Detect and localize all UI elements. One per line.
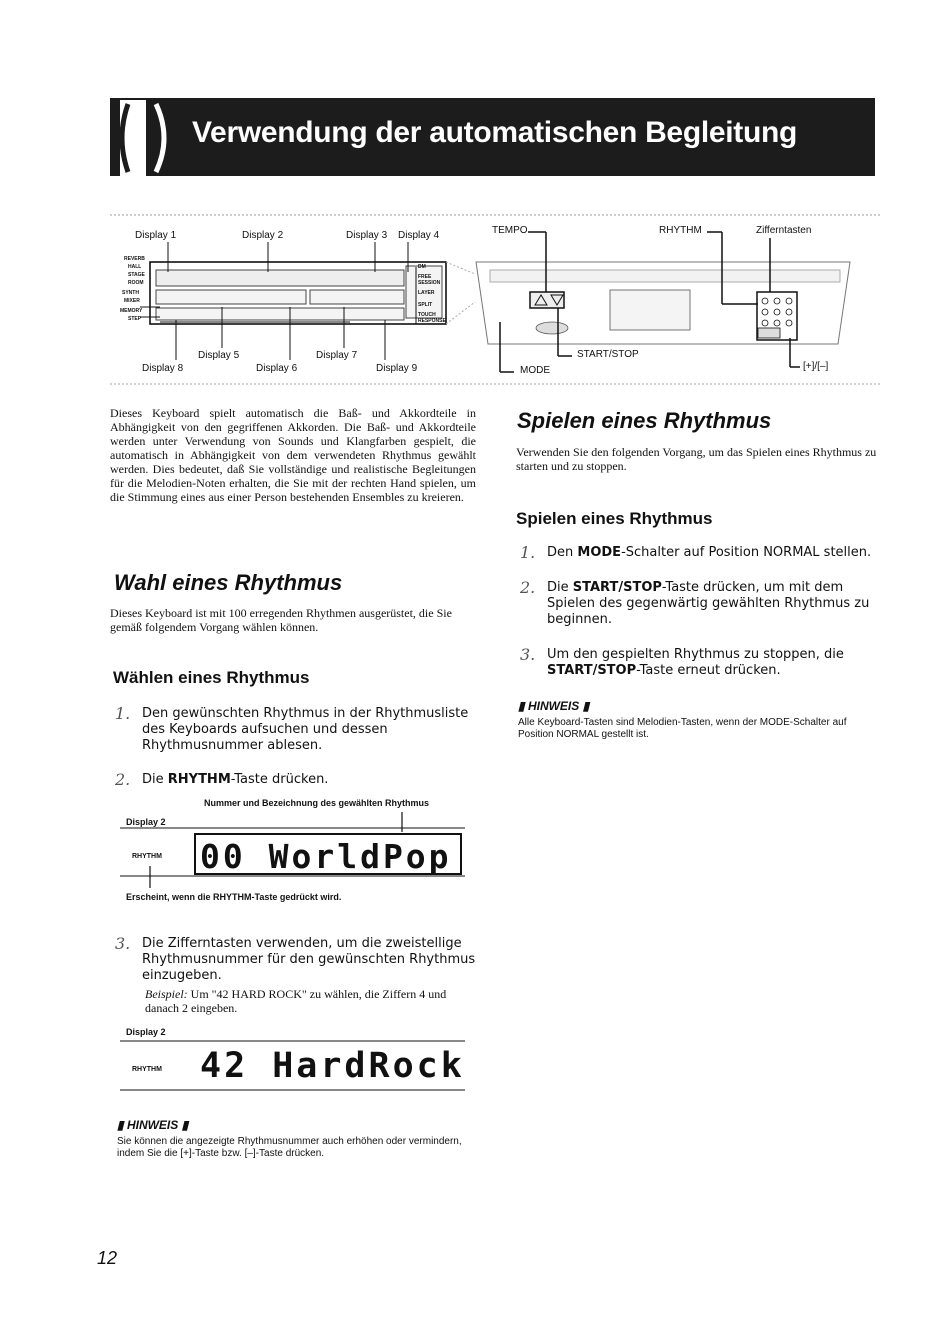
label-display-8: Display 8 — [142, 363, 184, 374]
step-text: Die Zifferntasten verwenden, um die zweistellige Rhythmusnummer für den gewünschten Rhythmus einzugeben. — [142, 936, 476, 983]
heading-wahl-eines-rhythmus: Wahl eines Rhythmus — [114, 570, 343, 595]
label-start-stop: START/STOP — [577, 349, 639, 360]
spielen-hinweis — [518, 699, 880, 741]
indicator-synth: SYNTH — [122, 290, 139, 296]
lcd1-caption-top: Nummer und Bezeichnung des gewählten Rhythmus — [204, 798, 430, 808]
spielen-step-1 — [520, 545, 880, 565]
label-display-5: Display 5 — [198, 350, 240, 361]
indicator-dm: DM — [418, 264, 426, 270]
lcd1-caption-bottom: Erscheint, wenn die RHYTHM-Taste gedrückt wird. — [126, 892, 342, 902]
indicator-room: ROOM — [128, 280, 144, 286]
wahl-intro: Dieses Keyboard ist mit 100 erregenden Rhythmen ausgerüstet, die Sie gemäß folgendem Vorgang wählen können. — [110, 606, 452, 634]
chapter-title: Verwendung der automatischen Begleitung — [192, 116, 798, 149]
step-number: 2. — [115, 770, 131, 789]
step-text: Die START/STOP-Taste drücken, um mit dem Spielen des gegenwärtig gewählten Rhythmus zu beginnen. — [547, 580, 870, 627]
label-display-4: Display 4 — [398, 230, 440, 241]
hinweis-title: ▮ HINWEIS ▮ — [117, 1118, 189, 1132]
label-display-2: Display 2 — [242, 230, 284, 241]
step-number: 3. — [520, 645, 536, 664]
lcd2-display-label: Display 2 — [126, 1027, 166, 1037]
subheading-spielen-eines-rhythmus: Spielen eines Rhythmus — [516, 509, 713, 528]
wahl-hinweis — [117, 1118, 481, 1160]
step-text: Den MODE-Schalter auf Position NORMAL stellen. — [547, 545, 872, 560]
keyboard-panel-diagram — [110, 212, 880, 387]
indicator-hall: HALL — [128, 264, 142, 270]
subheading-waehlen-eines-rhythmus: Wählen eines Rhythmus — [113, 668, 310, 687]
spielen-step-3 — [520, 647, 880, 683]
heading-spielen-eines-rhythmus: Spielen eines Rhythmus — [517, 408, 772, 433]
step-number: 2. — [520, 578, 536, 597]
lcd-figure-hardrock — [120, 1024, 480, 1094]
wahl-step-2 — [115, 772, 477, 792]
wahl-example: Beispiel: Um "42 HARD ROCK" zu wählen, die Ziffern 4 und danach 2 eingeben. — [145, 987, 447, 1015]
indicator-free-session: FREE SESSION — [418, 274, 441, 286]
hinweis-text: Sie können die angezeigte Rhythmusnummer auch erhöhen oder vermindern, indem Sie die [+]-Taste bzw. [–]-Taste drücken. — [117, 1136, 462, 1159]
lcd-figure-worldpop — [120, 796, 480, 908]
label-tempo: TEMPO — [492, 225, 528, 236]
wahl-step-3 — [115, 936, 477, 988]
indicator-memory: MEMORY — [120, 308, 143, 314]
label-display-1: Display 1 — [135, 230, 177, 241]
step-text: Den gewünschten Rhythmus in der Rhythmusliste des Keyboards aufsuchen und dessen Rhythmusnummer ablesen. — [142, 706, 469, 753]
indicator-mixer: MIXER — [124, 298, 140, 304]
indicator-layer: LAYER — [418, 290, 435, 296]
lcd1-rhythm-indicator: RHYTHM — [132, 853, 162, 860]
indicator-reverb: REVERB — [124, 256, 145, 262]
hinweis-text: Alle Keyboard-Tasten sind Melodien-Tasten, wenn der MODE-Schalter auf Position NORMAL gestellt ist. — [518, 717, 847, 740]
lcd2-rhythm-indicator: RHYTHM — [132, 1066, 162, 1073]
intro-paragraph: Dieses Keyboard spielt automatisch die Baß- und Akkordteile in Abhängigkeit von den gegriffenen Akkorden. Die Baß- und Akkordteile werden unter Verwendung von Sounds und Klangfarben gespielt, die automatisch in Abhängigkeit von dem verwendeten Rhythmus gewählt werden. Dies bedeutet, daß Sie vollständige und realistische Begleitungen für die Melodien-Noten erhalten, die Sie mit der rechten Hand spielen, um die Stimmung eines aus einer Person bestehenden Ensembles zu kreieren. — [110, 406, 476, 504]
chapter-banner — [110, 98, 875, 176]
indicator-touch-response: TOUCH RESPONSE — [418, 312, 446, 324]
step-text: Die RHYTHM-Taste drücken. — [142, 772, 329, 787]
step-number: 1. — [115, 704, 131, 723]
indicator-stage: STAGE — [128, 272, 145, 278]
label-zifferntasten: Zifferntasten — [756, 225, 812, 236]
lcd2-value: 42 HardRock — [200, 1046, 465, 1086]
step-number: 1. — [520, 543, 536, 562]
lcd1-display-label: Display 2 — [126, 817, 166, 827]
label-plus-minus: [+]/[–] — [803, 361, 829, 372]
label-display-7: Display 7 — [316, 350, 358, 361]
step-text: Um den gespielten Rhythmus zu stoppen, die START/STOP-Taste erneut drücken. — [547, 647, 844, 678]
lcd1-value: 00 WorldPop — [200, 837, 452, 876]
page-number: 12 — [97, 1248, 118, 1268]
spielen-step-2 — [520, 580, 880, 632]
step-number: 3. — [115, 934, 131, 953]
spielen-intro: Verwenden Sie den folgenden Vorgang, um das Spielen eines Rhythmus zu starten und zu stoppen. — [516, 445, 877, 473]
label-display-6: Display 6 — [256, 363, 298, 374]
label-display-9: Display 9 — [376, 363, 418, 374]
indicator-step: STEP — [128, 316, 142, 322]
label-mode: MODE — [520, 365, 550, 376]
hinweis-title: ▮ HINWEIS ▮ — [518, 699, 590, 713]
wahl-step-1 — [115, 706, 477, 758]
label-display-3: Display 3 — [346, 230, 388, 241]
label-rhythm: RHYTHM — [659, 225, 702, 236]
indicator-split: SPLIT — [418, 302, 433, 308]
chapter-bracket-icon — [120, 100, 172, 176]
